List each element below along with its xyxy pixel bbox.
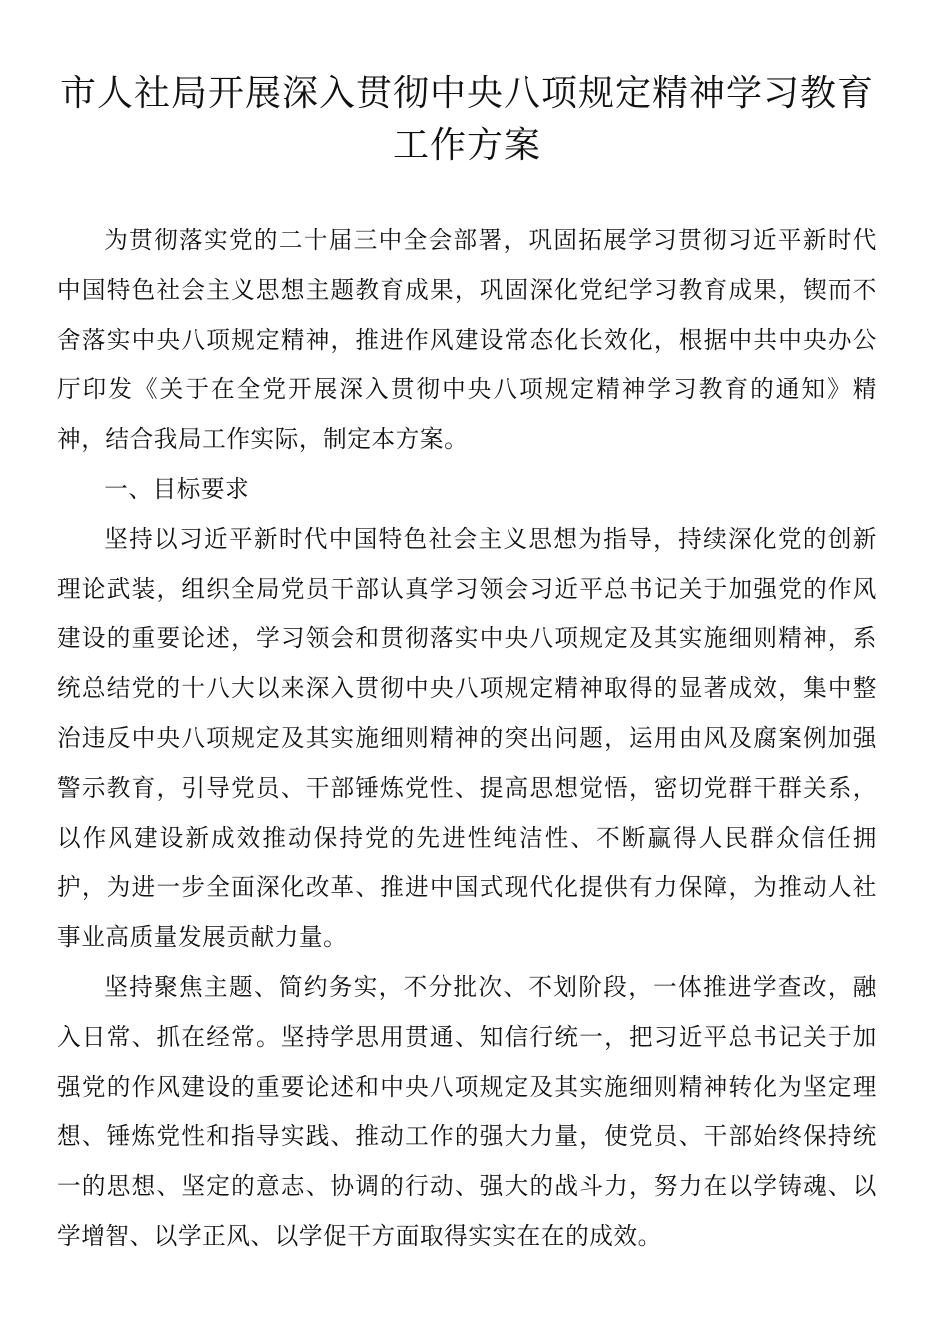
document-title: 市人社局开展深入贯彻中央八项规定精神学习教育工作方案 [59,73,874,166]
paragraph-intro: 为贯彻落实党的二十届三中全会部署，巩固拓展学习贯彻习近平新时代中国特色社会主义思想主题教育成果，巩固深化党纪学习教育成果，锲而不舍落实中央八项规定精神，推进作风建设常态化长效化，根据中共中央办公厅印发《关于在全党开展深入贯彻中央八项规定精神学习教育的通知》精神，结合我局工作实际，制定本方案。 [57,226,877,454]
document-page [57,0,877,1344]
paragraph-principles: 坚持聚焦主题、简约务实，不分批次、不划阶段，一体推进学查改，融入日常、抓在经常。坚持学思用贯通、知信行统一，把习近平总书记关于加强党的作风建设的重要论述和中央八项规定及其实施细则精神转化为坚定理想、锤炼党性和指导实践、推动工作的强大力量，使党员、干部始终保持统一的思想、坚定的意志、协调的行动、强大的战斗力，努力在以学铸魂、以学增智、以学正风、以学促干方面取得实实在在的成效。 [57,972,877,1250]
section-heading-goals: 一、目标要求 [104,474,250,503]
document-body [57,216,877,1262]
paragraph-goals: 坚持以习近平新时代中国特色社会主义思想为指导，持续深化党的创新理论武装，组织全局党员干部认真学习领会习近平总书记关于加强党的作风建设的重要论述，学习领会和贯彻落实中央八项规定及其实施细则精神，系统总结党的十八大以来深入贯彻中央八项规定精神取得的显著成效，集中整治违反中央八项规定及其实施细则精神的突出问题，运用由风及腐案例加强警示教育，引导党员、干部锤炼党性、提高思想觉悟，密切党群干群关系，以作风建设新成效推动保持党的先进性纯洁性、不断赢得人民群众信任拥护，为进一步全面深化改革、推进中国式现代化提供有力保障，为推动人社事业高质量发展贡献力量。 [57,524,877,952]
